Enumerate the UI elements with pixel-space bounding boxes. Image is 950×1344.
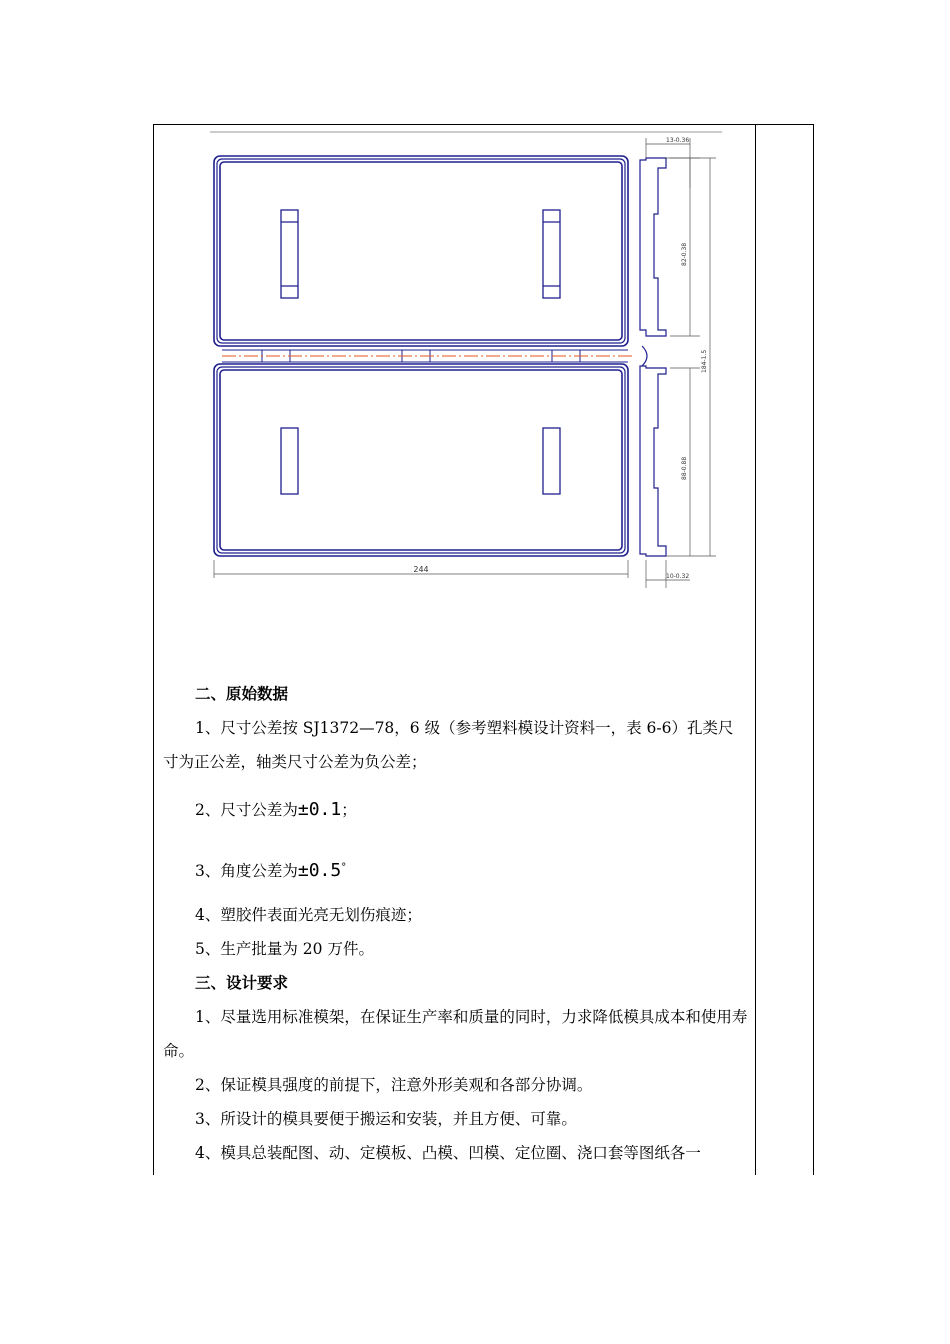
angle-tolerance-line: 3、角度公差为±0.5° bbox=[195, 860, 347, 882]
table-right-column-divider bbox=[755, 124, 756, 1175]
technical-drawing bbox=[200, 128, 730, 588]
lower-slot-left bbox=[281, 428, 298, 494]
upper-slot-left bbox=[281, 210, 298, 298]
list-item: 1、尺寸公差按 SJ1372—78，6 级（参考塑料模设计资料一，表 6-6）孔类尺寸为正公差，轴类尺寸公差为负公差； bbox=[163, 719, 734, 771]
upper-height-label: 82-0.38 bbox=[681, 242, 688, 266]
section-heading-original-data: 二、原始数据 bbox=[195, 684, 289, 703]
lower-height-label: 88-0.88 bbox=[681, 456, 688, 480]
document-body bbox=[163, 677, 748, 1170]
tolerance-line: 2、尺寸公差为±0.1； bbox=[195, 799, 357, 820]
total-height-label: 184-1.5 bbox=[701, 349, 708, 373]
lower-slot-right bbox=[543, 428, 560, 494]
list-item: 1、尽量选用标准模架，在保证生产率和质量的同时，力求降低模具成本和使用寿命。 bbox=[163, 1008, 748, 1061]
angle-tolerance-value: ±0.5 bbox=[297, 860, 342, 882]
tolerance-value: ±0.1 bbox=[297, 799, 342, 820]
list-item: 4、塑胶件表面光亮无划伤痕迹； bbox=[195, 906, 422, 925]
list-item: 3、所设计的模具要便于搬运和安装，并且方便、可靠。 bbox=[195, 1110, 577, 1129]
bottom-thickness-label: 10-0.32 bbox=[666, 573, 690, 580]
width-dimension-label: 244 bbox=[413, 565, 429, 574]
section-heading-design-requirements: 三、设计要求 bbox=[195, 973, 289, 993]
side-profile bbox=[640, 158, 666, 556]
list-item: 5、生产批量为 20 万件。 bbox=[195, 940, 374, 959]
lower-plate bbox=[214, 364, 628, 556]
upper-plate bbox=[214, 156, 628, 346]
upper-slot-right bbox=[543, 210, 560, 298]
top-thickness-label: 13-0.36 bbox=[666, 137, 690, 144]
list-item: 4、模具总装配图、动、定模板、凸模、凹模、定位圈、浇口套等图纸各一 bbox=[195, 1144, 701, 1163]
list-item: 2、保证模具强度的前提下，注意外形美观和各部分协调。 bbox=[195, 1076, 593, 1095]
